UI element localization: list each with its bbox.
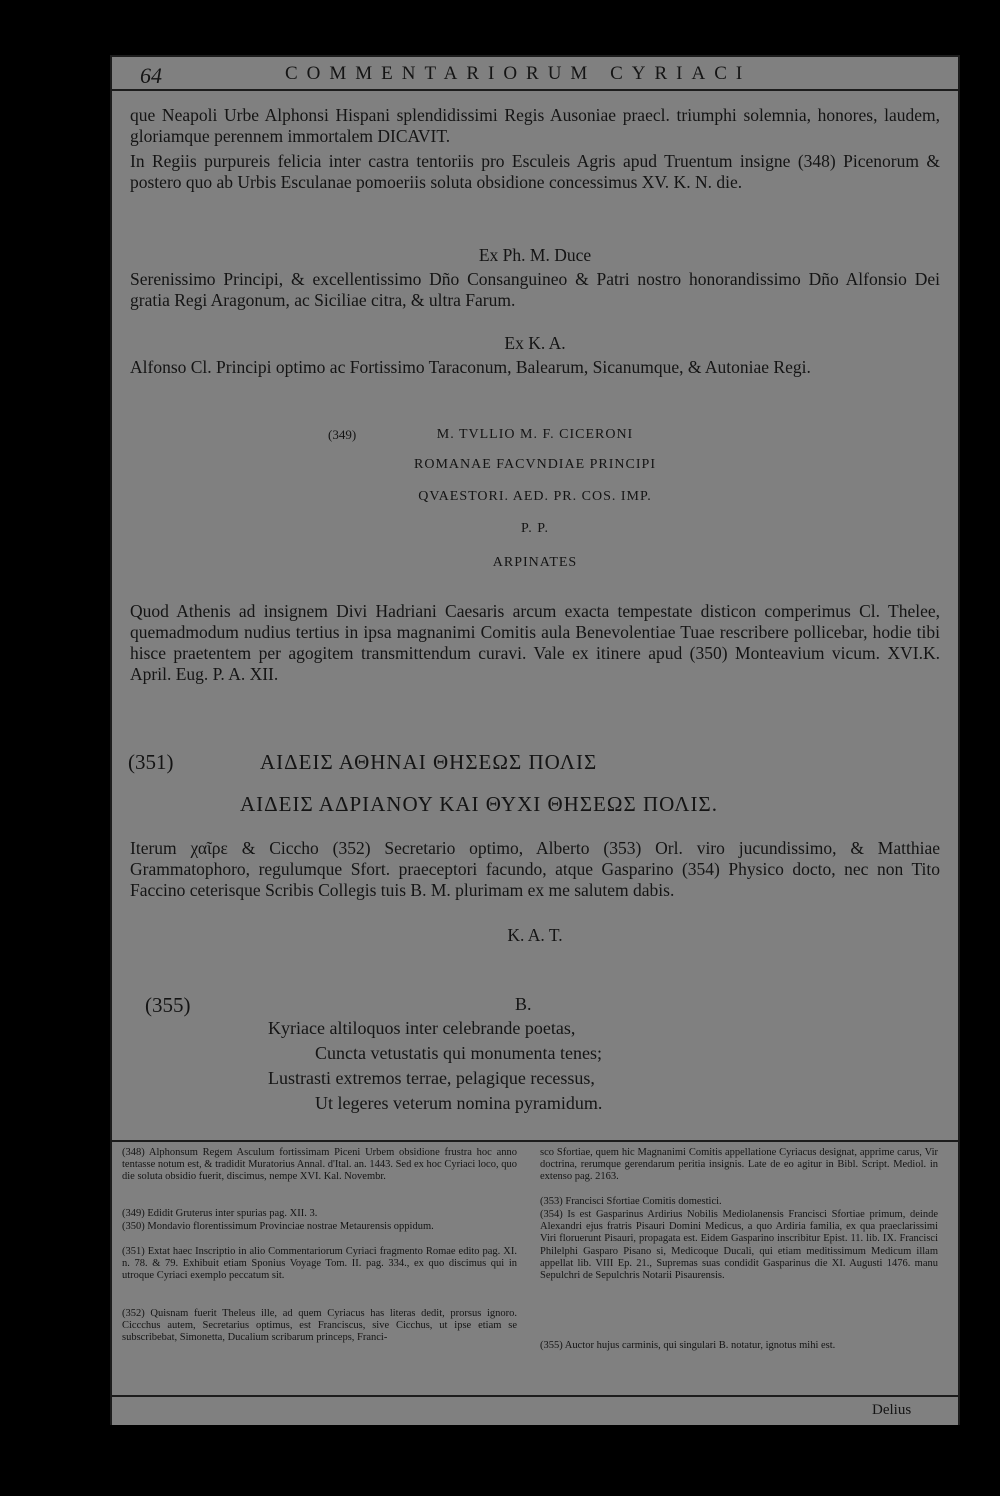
footnote-marker-355: (355) (145, 993, 191, 1017)
left-border (110, 55, 112, 1425)
footnote-marker-349: (349) (328, 427, 357, 442)
inscription-line-5: ARPINATES (492, 555, 578, 570)
footnote-352-continued: sco Sfortiae, quem hic Magnanimi Comitis appellatione Cyriacus designat, apprime carus, Vir doctrina, rerumque gerendarum peritia insignis. Late de eo agitur in Bibl. Script. Mediol. in extenso pag. 2163. (540, 1147, 938, 1183)
footnote-348: (348) Alphonsum Regem Asculum fortissimam Piceni Urbem obsidione frustra hoc anno tentasse notum est, & tradidit Muratorius Annal. d'Ital. an. 1443. Sed ex hoc Cyriaci loco, quo die soluta obsidio fuerit, discimus, nempe XVI. Kal. Novembr. (122, 1147, 517, 1183)
running-title: COMMENTARIORUM CYRIACI (285, 63, 752, 84)
footnote-350: (350) Mondavio florentissimum Provinciae nostrae Metaurensis oppidum. (122, 1221, 434, 1232)
poem-heading: B. (515, 994, 532, 1014)
book-page (110, 55, 960, 1425)
inscription-line-3: QVAESTORI. AED. PR. COS. IMP. (418, 489, 652, 504)
poem-line-2: Cuncta vetustatis qui monumenta tenes; (315, 1043, 602, 1063)
running-header (110, 61, 960, 87)
footnote-355: (355) Auctor hujus carminis, qui singulari B. notatur, ignotus mihi est. (540, 1340, 836, 1351)
footnote-352: (352) Quisnam fuerit Theleus ille, ad quem Cyriacus has literas dedit, prorsus ignoro. Ciccchus autem, Secretarius optimus, est Franciscus, sive Cicchus, ut ipse etiam se subscribebat, Simonetta, Ducalium scribarum princeps, Franci- (122, 1308, 517, 1344)
footnote-354: (354) Is est Gasparinus Ardirius Nobilis Mediolanensis Francisci Sfortiae primum, deinde Alexandri ejus fratris Pisauri Domini Medicus, a quo Ardiria familia, ex qua praeclarissimi Viri floruerunt Pisauri, propagata est. Eidem Gasparino inscribitur Epist. 11. lib. IX. Francisci Philelphi Gasparo Pisano si, Medicoque Ducali, qui etiam meditissimum Medicum illam appellat lib. VIII Ep. 21., Supremas suas condidit Gasparinus die XI. Augusti 1476. manu Sepulchri de Sepulchris Notarii Pisaurensis. (540, 1209, 938, 1282)
paragraph-6: Iterum χαῖρε & Ciccho (352) Secretario optimo, Alberto (353) Orl. viro jucundissimo, & Matthiae Grammatophoro, regulumque Sfort. praeceptori facundo, atque Gasparino (354) Physico docto, nec non Tito Faccino ceterisque Scribis Collegis tuis B. M. plurimam ex me salutem dabis. (130, 838, 940, 900)
page-number: 64 (140, 63, 162, 88)
paragraph-1: que Neapoli Urbe Alphonsi Hispani splendidissimi Regis Ausoniae praecl. triumphi solemnia, honores, laudem, gloriamque perennem immortalem DICAVIT. (130, 105, 940, 146)
paragraph-3: Serenissimo Principi, & excellentissimo Dño Consanguineo & Patri nostro honorandissimo Dño Alfonsio Dei gratia Regi Aragonum, ac Siciliae citra, & ultra Farum. (130, 269, 940, 310)
signature-kat: K. A. T. (507, 925, 563, 945)
inscription-line-4: P. P. (521, 521, 549, 536)
right-border (958, 55, 960, 1425)
heading-ex-ph: Ex Ph. M. Duce (478, 245, 592, 265)
poem-line-4: Ut legeres veterum nomina pyramidum. (315, 1093, 603, 1113)
paragraph-4: Alfonso Cl. Principi optimo ac Fortissimo Taraconum, Balearum, Sicanumque, & Autoniae Regi. (130, 357, 811, 377)
poem-line-1: Kyriace altiloquos inter celebrande poetas, (268, 1018, 576, 1038)
greek-line-2: ΑΙΔΕΙΣ ΑΔΡΙΑΝΟΥ ΚΑΙ ΘΥΧΙ ΘΗΣΕΩΣ ΠΟΛΙΣ. (240, 792, 718, 816)
inscription-line-2: ROMANAE FACVNDIAE PRINCIPI (414, 457, 656, 472)
footnote-351: (351) Extat haec Inscriptio in alio Commentariorum Cyriaci fragmento Romae edito pag. XI. n. 78. & 79. Exhibuit etiam Sponius Voyage Tom. II. pag. 334., ex quo discimus qui in utroque Cyriaci exemplo peccatum sit. (122, 1246, 517, 1282)
heading-ex-ka: Ex K. A. (504, 333, 566, 353)
footnote-349: (349) Edidit Gruterus inter spurias pag. XII. 3. (122, 1208, 318, 1219)
header-rule (110, 89, 960, 91)
top-rule (110, 55, 960, 57)
paragraph-2: In Regiis purpureis felicia inter castra tentoriis pro Esculeis Agris apud Truentum insigne (348) Picenorum & postero quo ab Urbis Esculanae pomoeriis soluta obsidione concessimus XV. K. N. die. (130, 151, 940, 192)
footnote-353: (353) Francisci Sfortiae Comitis domestici. (540, 1196, 722, 1207)
paragraph-5: Quod Athenis ad insignem Divi Hadriani Caesaris arcum exacta tempestate disticon comperimus Cl. Thelee, quemadmodum nudius tertius in ipsa magnanimi Comitis aula Benevolentiae Tuae rescribere pollicebar, hodie tibi hisce praetentem per agogitem transmittendum curavi. Vale ex itinere apud (350) Monteavium vicum. XVI.K. April. Eug. P. A. XII. (130, 601, 940, 684)
notes-rule (110, 1140, 960, 1142)
printer-signature: Delius (872, 1402, 912, 1418)
bottom-rule (110, 1395, 960, 1397)
poem-line-3: Lustrasti extremos terrae, pelagique recessus, (268, 1068, 595, 1088)
greek-line-1: ΑΙΔΕΙΣ ΑΘΗΝΑΙ ΘΗΣΕΩΣ ΠΟΛΙΣ (260, 750, 598, 774)
footnote-marker-351: (351) (128, 750, 174, 774)
inscription-line-1: M. TVLLIO M. F. CICERONI (436, 427, 634, 442)
